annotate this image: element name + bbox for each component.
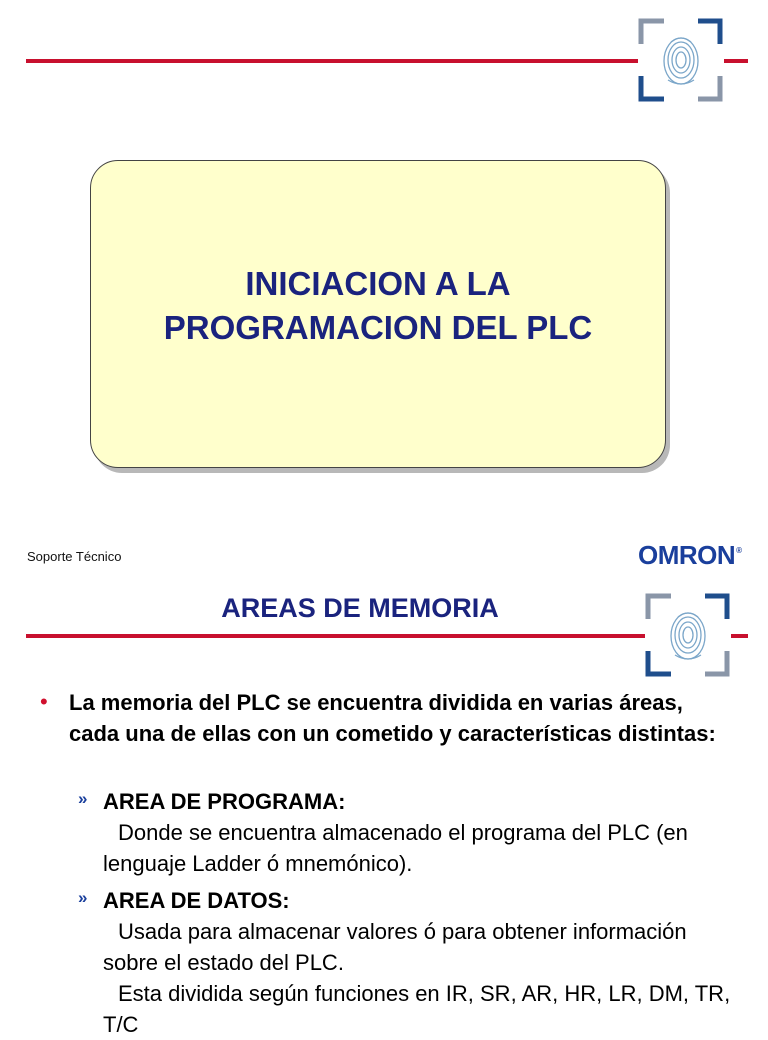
chevron-right-icon: » bbox=[78, 888, 88, 907]
red-divider bbox=[26, 634, 748, 638]
description-line: Donde se encuentra almacenado el programa del PLC (en lenguaje Ladder ó mnemónico). bbox=[103, 820, 688, 876]
page-title: INICIACION A LA PROGRAMACION DEL PLC bbox=[163, 265, 593, 346]
subitem-description bbox=[103, 817, 738, 879]
slide-2 bbox=[0, 575, 768, 1037]
description-line: Esta dividida según funciones en IR, SR, AR, HR, LR, DM, TR, T/C bbox=[103, 981, 731, 1037]
chevron-right-icon: » bbox=[78, 789, 88, 808]
footer-label: Soporte Técnico bbox=[27, 549, 122, 564]
main-bullet bbox=[40, 687, 730, 749]
fingerprint-icon bbox=[645, 593, 731, 677]
fingerprint-icon bbox=[638, 18, 724, 102]
bullet-text: La memoria del PLC se encuentra dividida en varias áreas, cada una de ellas con un cometido y características distintas: bbox=[69, 690, 716, 746]
slide-title: AREAS DE MEMORIA bbox=[221, 593, 499, 623]
subitem-datos bbox=[78, 886, 738, 1040]
subitem-programa bbox=[78, 787, 738, 879]
title-box bbox=[90, 160, 666, 468]
subitem-heading: AREA DE DATOS: bbox=[103, 888, 290, 913]
subitem-description bbox=[103, 916, 738, 1040]
subitem-heading: AREA DE PROGRAMA: bbox=[103, 789, 346, 814]
registered-mark: ® bbox=[736, 546, 742, 555]
brand-text: OMRON bbox=[638, 540, 736, 570]
brand-logo bbox=[638, 540, 742, 571]
description-line: Usada para almacenar valores ó para obtener información sobre el estado del PLC. bbox=[103, 919, 687, 975]
bullet-dot-icon: • bbox=[40, 689, 48, 714]
